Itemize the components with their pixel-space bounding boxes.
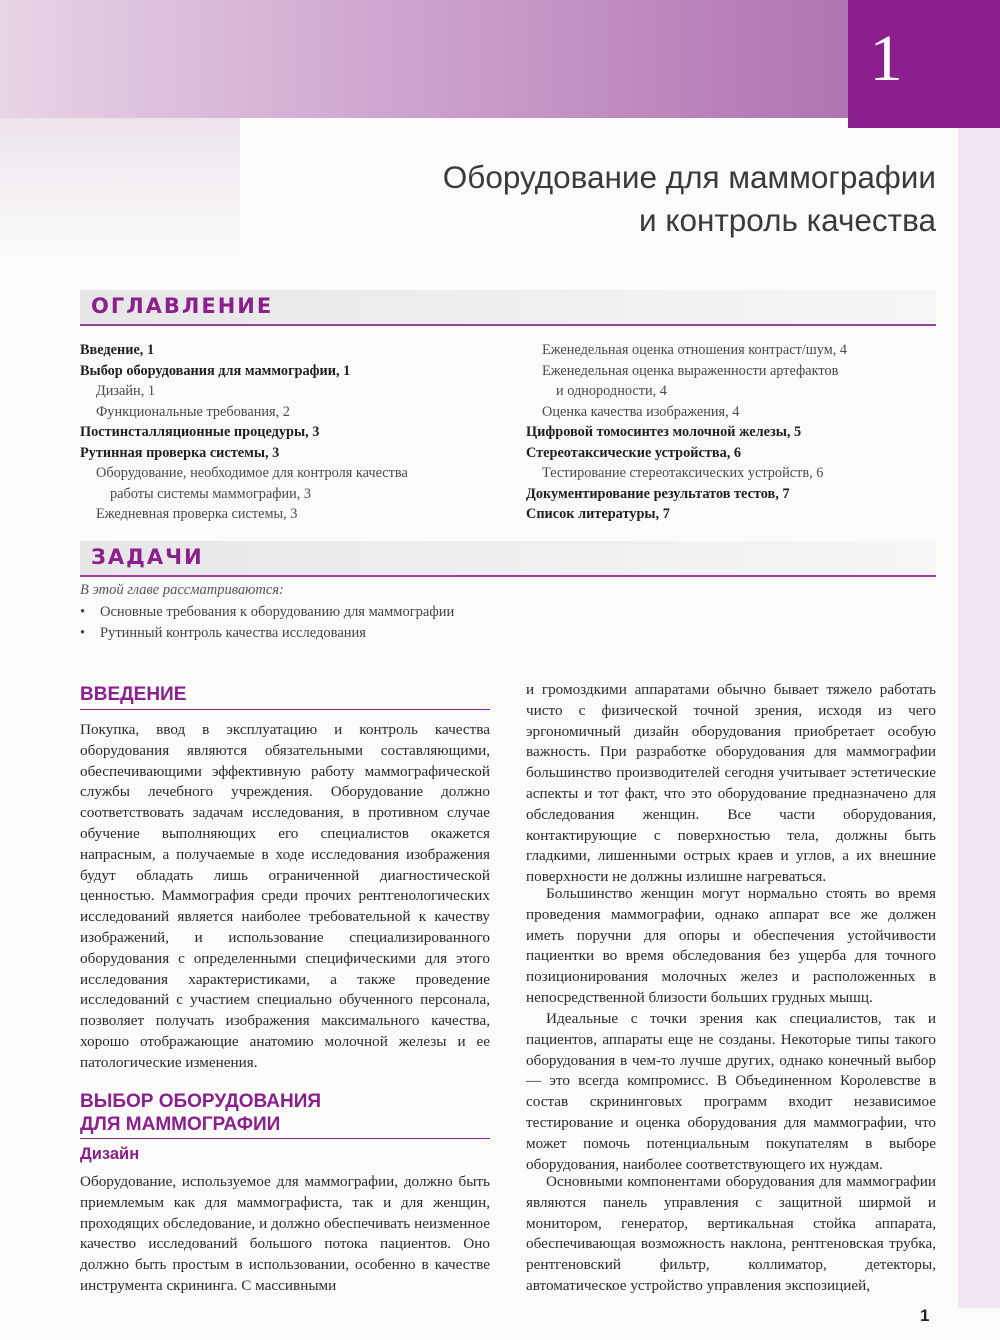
toc-entry: Введение, 1 (80, 342, 155, 358)
toc-entry: Цифровой томосинтез молочной железы, 5 (526, 424, 802, 440)
selection-heading (80, 1090, 490, 1136)
design-paragraph: Оборудование, используемое для маммографии, должно быть приемлемым как для маммографиста, так и для женщин, проходящих обследование, и должно обеспечивать неизменное качество исследований большого потока пациентов. Оно должно быть простым в использовании, особенно в качестве инструмента скрининга. С массивными (80, 1173, 490, 1294)
toc-entry: Ежедневная проверка системы, 3 (96, 506, 298, 522)
tasks-intro: В этой главе рассматриваются: (80, 582, 284, 598)
right-paragraph-2: Большинство женщин могут нормально стоять во время проведения маммографии, однако аппарат все же должен иметь поручни для опоры и обеспечения устойчивости пациентки во время обследования без ущерба для точного позиционирования молочных желез и расположенных в непосредственной близости больших грудных мышц. (526, 885, 936, 1006)
selection-heading-line-1: ВЫБОР ОБОРУДОВАНИЯ (80, 1091, 322, 1112)
toc-entry: Выбор оборудования для маммографии, 1 (80, 362, 351, 379)
page-number: 1 (920, 1306, 930, 1325)
tasks-item (80, 602, 454, 623)
toc-entry: и однородности, 4 (556, 383, 667, 399)
toc-entry: работы системы маммографии, 3 (110, 485, 312, 502)
toc-left-column (80, 340, 408, 525)
toc-entry: Постинсталляционные процедуры, 3 (80, 424, 320, 440)
chapter-title-line-1: Оборудование для маммографии (442, 159, 936, 195)
right-paragraph-4: Основными компонентами оборудования для маммографии являются панель управления с защитной ширмой и монитором, генератор, вертикальная стойка аппарата, обеспечивающая возможность наклона, рентгеновская трубка, рентгеновский фильтр, коллиматор, детекторы, автоматическое устройство управления экспозицией, (526, 1173, 936, 1294)
intro-heading-rule (80, 709, 490, 710)
header-fade (0, 118, 240, 258)
tasks-heading-bar (80, 541, 936, 577)
toc-entry: Стереотаксические устройства, 6 (526, 444, 742, 461)
right-paragraph-3: Идеальные с точки зрения как специалистов, так и пациентов, аппараты еще не созданы. Некоторые типы такого оборудования в чем-то лучше других, однако конечный выбор — это всегда компромисс. В Объединенном Королевстве в состав скрининговых программ входит независимое тестирование и оценка оборудования для маммографии, что может помочь потенциальным покупателям в выборе оборудования, наиболее соответствующего их нуждам. (526, 1010, 936, 1173)
selection-heading-rule (80, 1138, 490, 1139)
toc-right-column (526, 340, 847, 525)
toc-entry: Рутинная проверка системы, 3 (80, 444, 280, 461)
bullet-marker: • (80, 625, 86, 641)
toc-heading-bar (80, 290, 936, 326)
toc-entry: Тестирование стереотаксических устройств, 6 (542, 465, 824, 481)
toc-entry: Список литературы, 7 (526, 506, 670, 522)
tasks-item-text: Основные требования к оборудованию для маммографии (100, 604, 455, 620)
toc-entry: Дизайн, 1 (96, 383, 155, 399)
selection-heading-line-2: ДЛЯ МАММОГРАФИИ (80, 1114, 281, 1135)
tasks-heading: ЗАДАЧИ (91, 545, 204, 569)
toc-entry: Документирование результатов тестов, 7 (526, 485, 790, 502)
design-subheading: Дизайн (80, 1145, 140, 1163)
chapter-title-line-2: и контроль качества (638, 202, 936, 238)
chapter-title (443, 156, 936, 242)
chapter-number: 1 (869, 22, 903, 95)
bullet-marker: • (80, 604, 86, 620)
intro-paragraph: Покупка, ввод в эксплуатацию и контроль качества оборудования являются обязательными составляющими, обеспечивающими эффективную работу маммографической службы лечебного учреждения. Оборудование должно соответствовать задачам исследования, в противном случае обучение выполняющих его специалистов окажется напрасным, а получаемые в ходе исследования изображения будут обладать лишь ограниченной диагностической ценностью. Маммография среди прочих рентгенологических исследований является наиболее требовательной к качеству изображений, и использование специализированного оборудования с определенными специфическими для этого исследования характеристиками, а также проведение исследований с участием специально обученного персонала, позволяет получать изображения максимального качества, хорошо отображающие анатомию молочной железы и ее патологические изменения. (80, 721, 490, 1071)
intro-heading: ВВЕДЕНИЕ (80, 684, 187, 705)
toc-entry: Еженедельная оценка выраженности артефактов (542, 362, 839, 379)
toc-entry: Оценка качества изображения, 4 (542, 403, 740, 420)
chapter-number-box (848, 0, 1000, 128)
tasks-item (80, 623, 454, 644)
toc-entry: Функциональные требования, 2 (96, 403, 290, 420)
side-color-strip (958, 128, 1000, 1308)
toc-entry: Еженедельная оценка отношения контраст/шум, 4 (542, 342, 848, 358)
toc-heading: ОГЛАВЛЕНИЕ (91, 294, 274, 318)
right-paragraph-1: и громоздкими аппаратами обычно бывает тяжело работать чисто с физической точной зрения, исходя из чего эргономичный дизайн оборудования приобретает особую важность. При разработке оборудования для маммографии большинство производителей сегодня учитывает эстетические аспекты и тот факт, что это оборудование предназначено для обследования женщин. Все части оборудования, контактирующие с поверхностью тела, должны быть гладкими, лишенными острых краев и углов, а их внешние поверхности не должны излишне нагреваться. (526, 681, 936, 886)
tasks-item-text: Рутинный контроль качества исследования (100, 625, 366, 641)
tasks-list (80, 602, 454, 644)
toc-entry: Оборудование, необходимое для контроля качества (96, 465, 408, 481)
